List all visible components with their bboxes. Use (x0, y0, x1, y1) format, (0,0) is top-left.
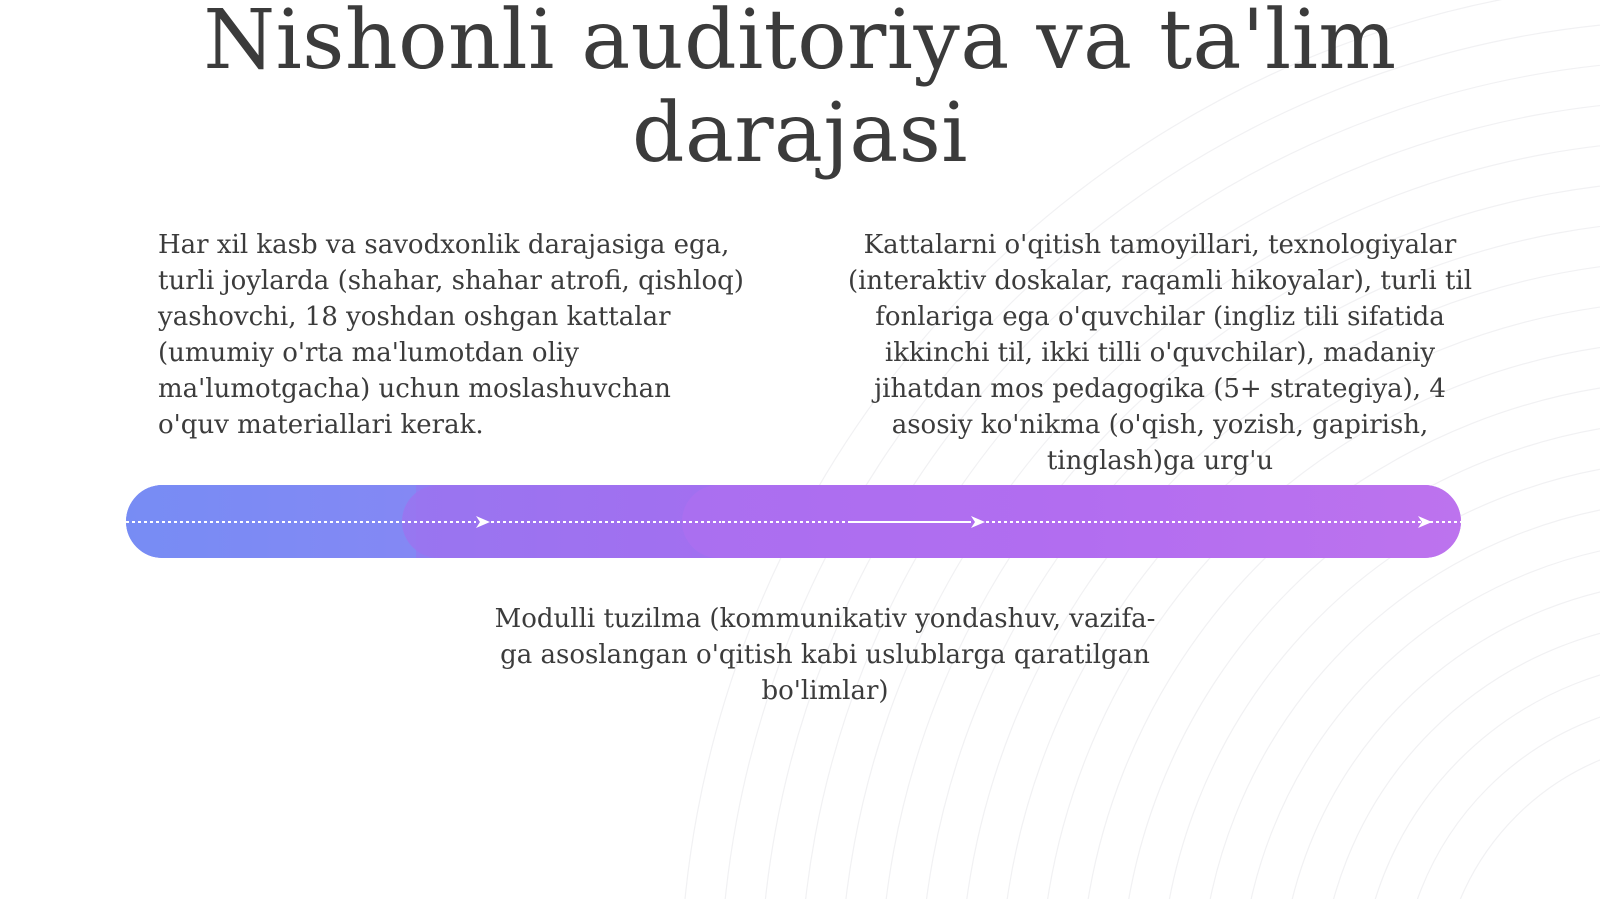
pedagogy-principles-text: Kattalarni o'qitish tamoyillari, texnologiyalar (interaktiv doskalar, raqamli hikoyalar), turli til fonlariga ega o'quvchilar (ingliz tili sifatida ikkinchi til, ikki tilli o'quvchilar), madaniy jihatdan mos pedagogika (5+ strategiya), 4 asosiy ko'nikma (o'qish, yozish, gapirish, tinglash)ga urg'u (847, 230, 1473, 476)
slide-title: Nishonli auditoriya va ta'lim darajasi (203, 0, 1397, 181)
timeline-arrows (126, 485, 1461, 558)
timeline-bar (126, 485, 1461, 558)
modular-structure-text: Modulli tuzilma (kommunikativ yondashuv, vazifa-ga asoslangan o'qitish kabi uslublarga qaratilgan bo'limlar) (494, 604, 1156, 706)
arrow-head-icon (476, 516, 490, 528)
audience-description-text: Har xil kasb va savodxonlik darajasiga ega, turli joylarda (shahar, shahar atrofi, qishloq) yashovchi, 18 yoshdan oshgan kattalar (umumiy o'rta ma'lumotdan oliy ma'lumotgacha) uchun moslashuvchan o'quv materiallari kerak. (158, 230, 744, 440)
arrow-head-icon (971, 516, 985, 528)
